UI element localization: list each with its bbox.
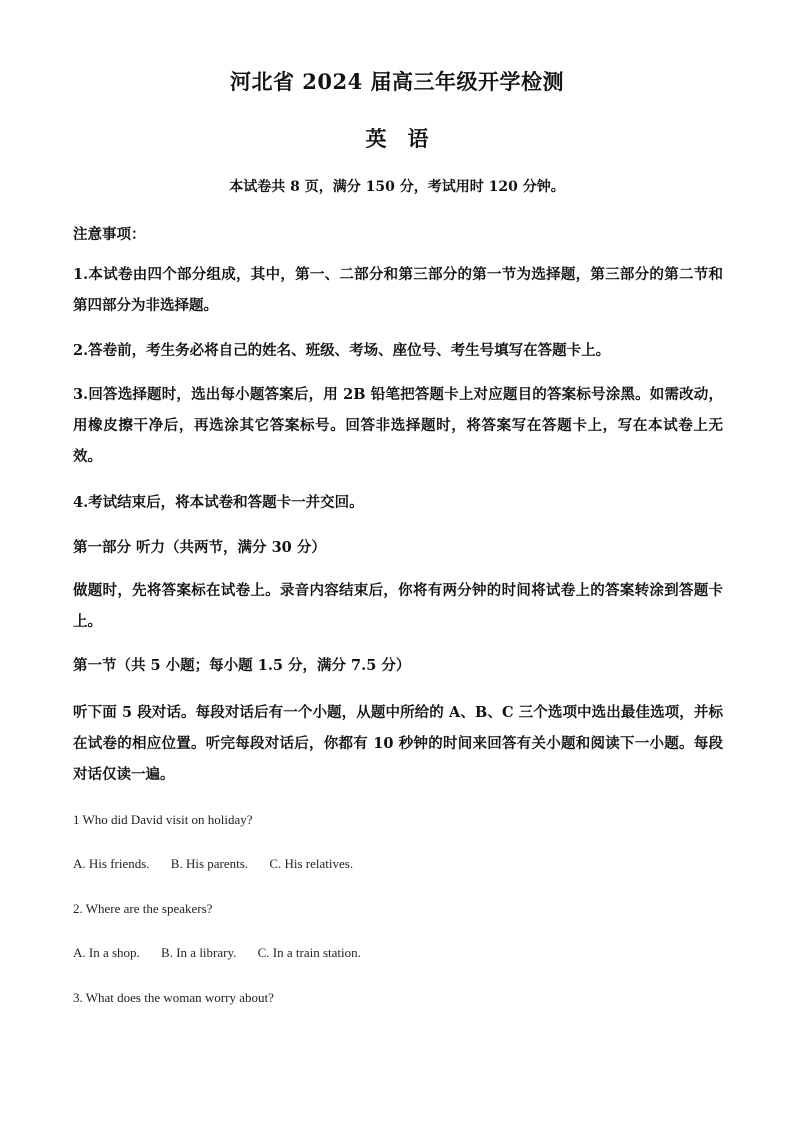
- notice-item-4: 4.考试结束后，将本试卷和答题卡一并交回。: [73, 494, 364, 511]
- notice-item-1: 1.本试卷由四个部分组成，其中，第一、二部分和第三部分的第一节为选择题，第三部分的第二节和第四部分为非选择题。: [73, 266, 723, 314]
- question-2-stem: 2. Where are the speakers?: [73, 901, 213, 916]
- subject-title: 英 语: [365, 126, 429, 151]
- question-1-options: [73, 856, 371, 872]
- notice-heading: 注意事项：: [73, 226, 146, 243]
- question-1-option-b: B. His parents.: [170, 856, 249, 871]
- question-2-option-c: C. In a train station.: [257, 945, 361, 960]
- question-3-stem: 3. What does the woman worry about?: [73, 990, 274, 1005]
- question-1-stem: 1 Who did David visit on holiday?: [73, 812, 253, 827]
- question-1-option-a: A. His friends.: [73, 856, 150, 871]
- question-2-option-a: A. In a shop.: [73, 945, 140, 960]
- part1-instruction: 做题时，先将答案标在试卷上。录音内容结束后，你将有两分钟的时间将试卷上的答案转涂到答题卡上。: [73, 582, 723, 630]
- exam-info: 本试卷共 8 页，满分 150 分，考试用时 120 分钟。: [229, 179, 565, 195]
- question-1-option-c: C. His relatives.: [269, 856, 354, 871]
- question-2-options: [73, 945, 379, 961]
- section1-instruction: 听下面 5 段对话。每段对话后有一个小题，从题中所给的 A、B、C 三个选项中选出最佳选项，并标在试卷的相应位置。听完每段对话后，你都有 10 秒钟的时间来回答有关小题和阅读下一小题。每段对话仅读一遍。: [73, 704, 723, 783]
- exam-title: 河北省 2024 届高三年级开学检测: [229, 69, 565, 94]
- section1-heading: 第一节（共 5 小题；每小题 1.5 分，满分 7.5 分）: [73, 657, 411, 674]
- question-2-option-b: B. In a library.: [161, 945, 237, 960]
- notice-item-2: 2.答卷前，考生务必将自己的姓名、班级、考场、座位号、考生号填写在答题卡上。: [73, 342, 611, 359]
- notice-item-3: 3.回答选择题时，选出每小题答案后，用 2B 铅笔把答题卡上对应题目的答案标号涂黑。如需改动，用橡皮擦干净后，再选涂其它答案标号。回答非选择题时，将答案写在答题卡上，写在本试卷上无效。: [73, 386, 723, 465]
- part1-heading: 第一部分 听力（共两节，满分 30 分）: [73, 539, 326, 556]
